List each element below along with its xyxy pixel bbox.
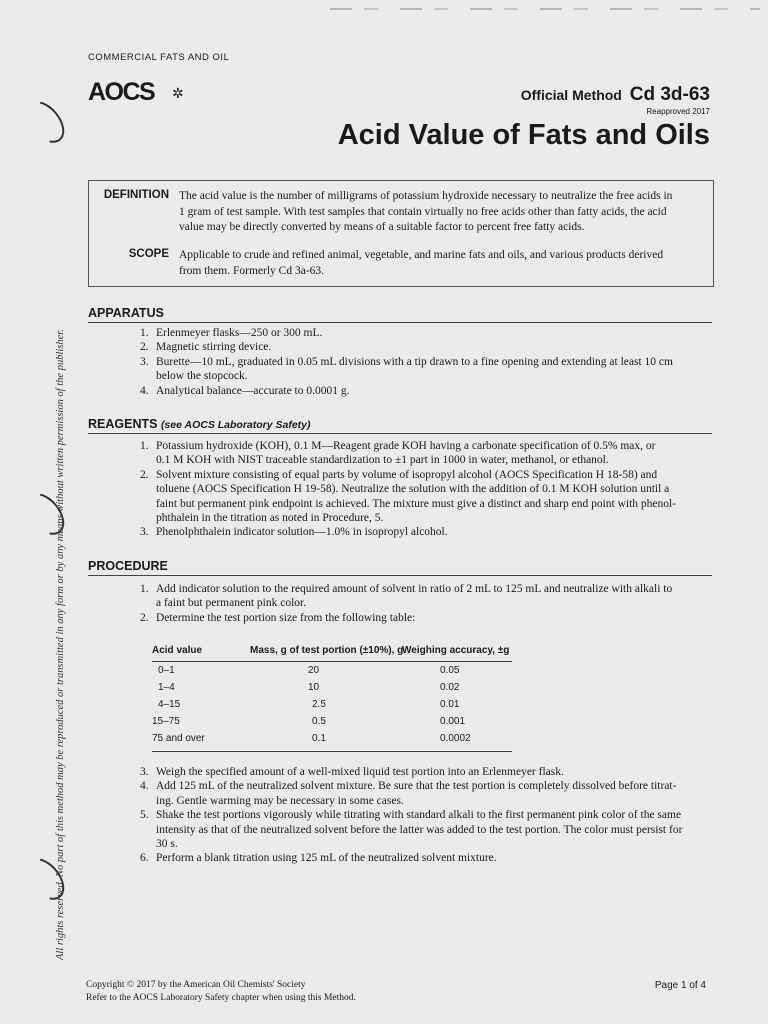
- punch-hole-mark: [18, 94, 72, 150]
- method-code: Cd 3d-63: [629, 84, 710, 105]
- section-divider: [88, 322, 712, 323]
- definition-text: [179, 189, 699, 236]
- footer-safety-note: Refer to the AOCS Laboratory Safety chapter when using this Method.: [86, 993, 356, 1003]
- list-item: 2. Magnetic stirring device.: [140, 341, 272, 354]
- method-label: Official Method: [520, 87, 622, 103]
- table-header: [152, 641, 512, 663]
- list-item: 3. Weigh the specified amount of a well-mixed liquid test portion into an Erlenmeyer flask.: [140, 766, 564, 778]
- list-item: 4. Add 125 mL of the neutralized solvent mixture. Be sure that the test portion is completely dissolved before titrat- ing. Gentle warming may be necessary in some cases.: [140, 780, 677, 807]
- definition-line: 1 gram of test sample. With test samples that contain virtually no free acids other than fatty acids, the acid: [179, 205, 667, 218]
- list-item: 1. Erlenmeyer flasks—250 or 300 mL.: [140, 327, 323, 339]
- reagents-heading: REAGENTS (see AOCS Laboratory Safety): [88, 417, 311, 431]
- definition-line: The acid value is the number of milligrams of potassium hydroxide necessary to neutralize the free acids in: [179, 190, 673, 202]
- list-item: 6. Perform a blank titration using 125 mL of the neutralized solvent mixture.: [140, 852, 497, 865]
- copyright-side-note: All rights reserved. No part of this method may be reproduced or transmitted in any form or by any means without written permission of the publisher.: [55, 329, 66, 960]
- apparatus-heading: APPARATUS: [88, 306, 164, 320]
- list-item: 2. Solvent mixture consisting of equal parts by volume of isopropyl alcohol (AOCS Specification H 18-58) and toluene (AOCS Specification H 19-58). Neutralize the solution with the addition of 0.1 M KOH solution until a faint but permanent pink endpoint is achieved. The mixture must give a distinct and sharp end point with phenol- phthalein in the titration as noted in Procedure, 5.: [140, 468, 677, 525]
- apparatus-list: [140, 326, 712, 398]
- section-divider: [88, 433, 712, 434]
- reagents-safety-note: (see AOCS Laboratory Safety): [160, 419, 311, 431]
- reapproved-note: Reapproved 2017: [646, 107, 710, 116]
- reagents-list: [140, 439, 712, 540]
- definition-line: value may be directly converted by means of a suitable factor to percent free fatty acids.: [179, 221, 585, 233]
- table-header-cell: Acid value: [152, 645, 203, 656]
- scope-line: from them. Formerly Cd 3a-63.: [179, 264, 325, 277]
- list-item: 3. Burette—10 mL, graduated in 0.05 mL divisions with a tip drawn to a fine opening and extending at least 10 cm below the stopcock.: [140, 355, 673, 383]
- footer: [86, 979, 356, 1005]
- definition-scope-box: [88, 180, 714, 287]
- definition-label: DEFINITION: [103, 189, 169, 201]
- method-designation: [521, 84, 710, 106]
- list-item: 1. Potassium hydroxide (KOH), 0.1 M—Reagent grade KOH having a carbonate specification of 0.5% max, or 0.1 M KOH with NIST traceable standardization to ±1 part in 1000 in water, methanol, or ethanol.: [140, 440, 656, 467]
- list-item: 2. Determine the test portion size from the following table:: [140, 611, 416, 624]
- list-item: 3. Phenolphthalein indicator solution—1.0% in isopropyl alcohol.: [140, 526, 448, 539]
- scope-label: SCOPE: [128, 248, 169, 260]
- aocs-logo: AOCS: [88, 78, 155, 106]
- footer-copyright: Copyright © 2017 by the American Oil Chemists' Society: [86, 980, 306, 990]
- list-item: 4. Analytical balance—accurate to 0.0001 g.: [140, 384, 350, 397]
- section-divider: [88, 575, 712, 576]
- scope-text: [179, 248, 699, 279]
- scan-artifact-line: [330, 8, 760, 10]
- running-head: COMMERCIAL FATS AND OIL: [88, 52, 230, 63]
- list-item: 5. Shake the test portions vigorously while titrating with standard alkali to the first permanent pink color of the same intensity as that of the neutralized solvent before the latter was added to the test portion. The color must persist for 30 s.: [140, 809, 683, 851]
- procedure-list-b: [140, 765, 712, 866]
- page-title: Acid Value of Fats and Oils: [337, 119, 710, 151]
- procedure-list-a: [140, 582, 712, 625]
- table-header-cell: Mass, g of test portion (±10%), g: [250, 645, 404, 656]
- table-rule: [152, 751, 512, 752]
- table-header-cell: Weighing accuracy, ±g: [402, 645, 510, 656]
- table-rule: [152, 661, 512, 662]
- page-number: Page 1 of 4: [654, 980, 706, 991]
- list-item: 1. Add indicator solution to the required amount of solvent in ratio of 2 mL to 125 mL and neutralize with alkali to a faint but permanent pink color.: [140, 583, 673, 610]
- scope-line: Applicable to crude and refined animal, vegetable, and marine fats and oils, and various products derived: [179, 249, 664, 261]
- procedure-heading: PROCEDURE: [88, 559, 168, 573]
- aocs-logo-mark-icon: ✲: [172, 87, 184, 102]
